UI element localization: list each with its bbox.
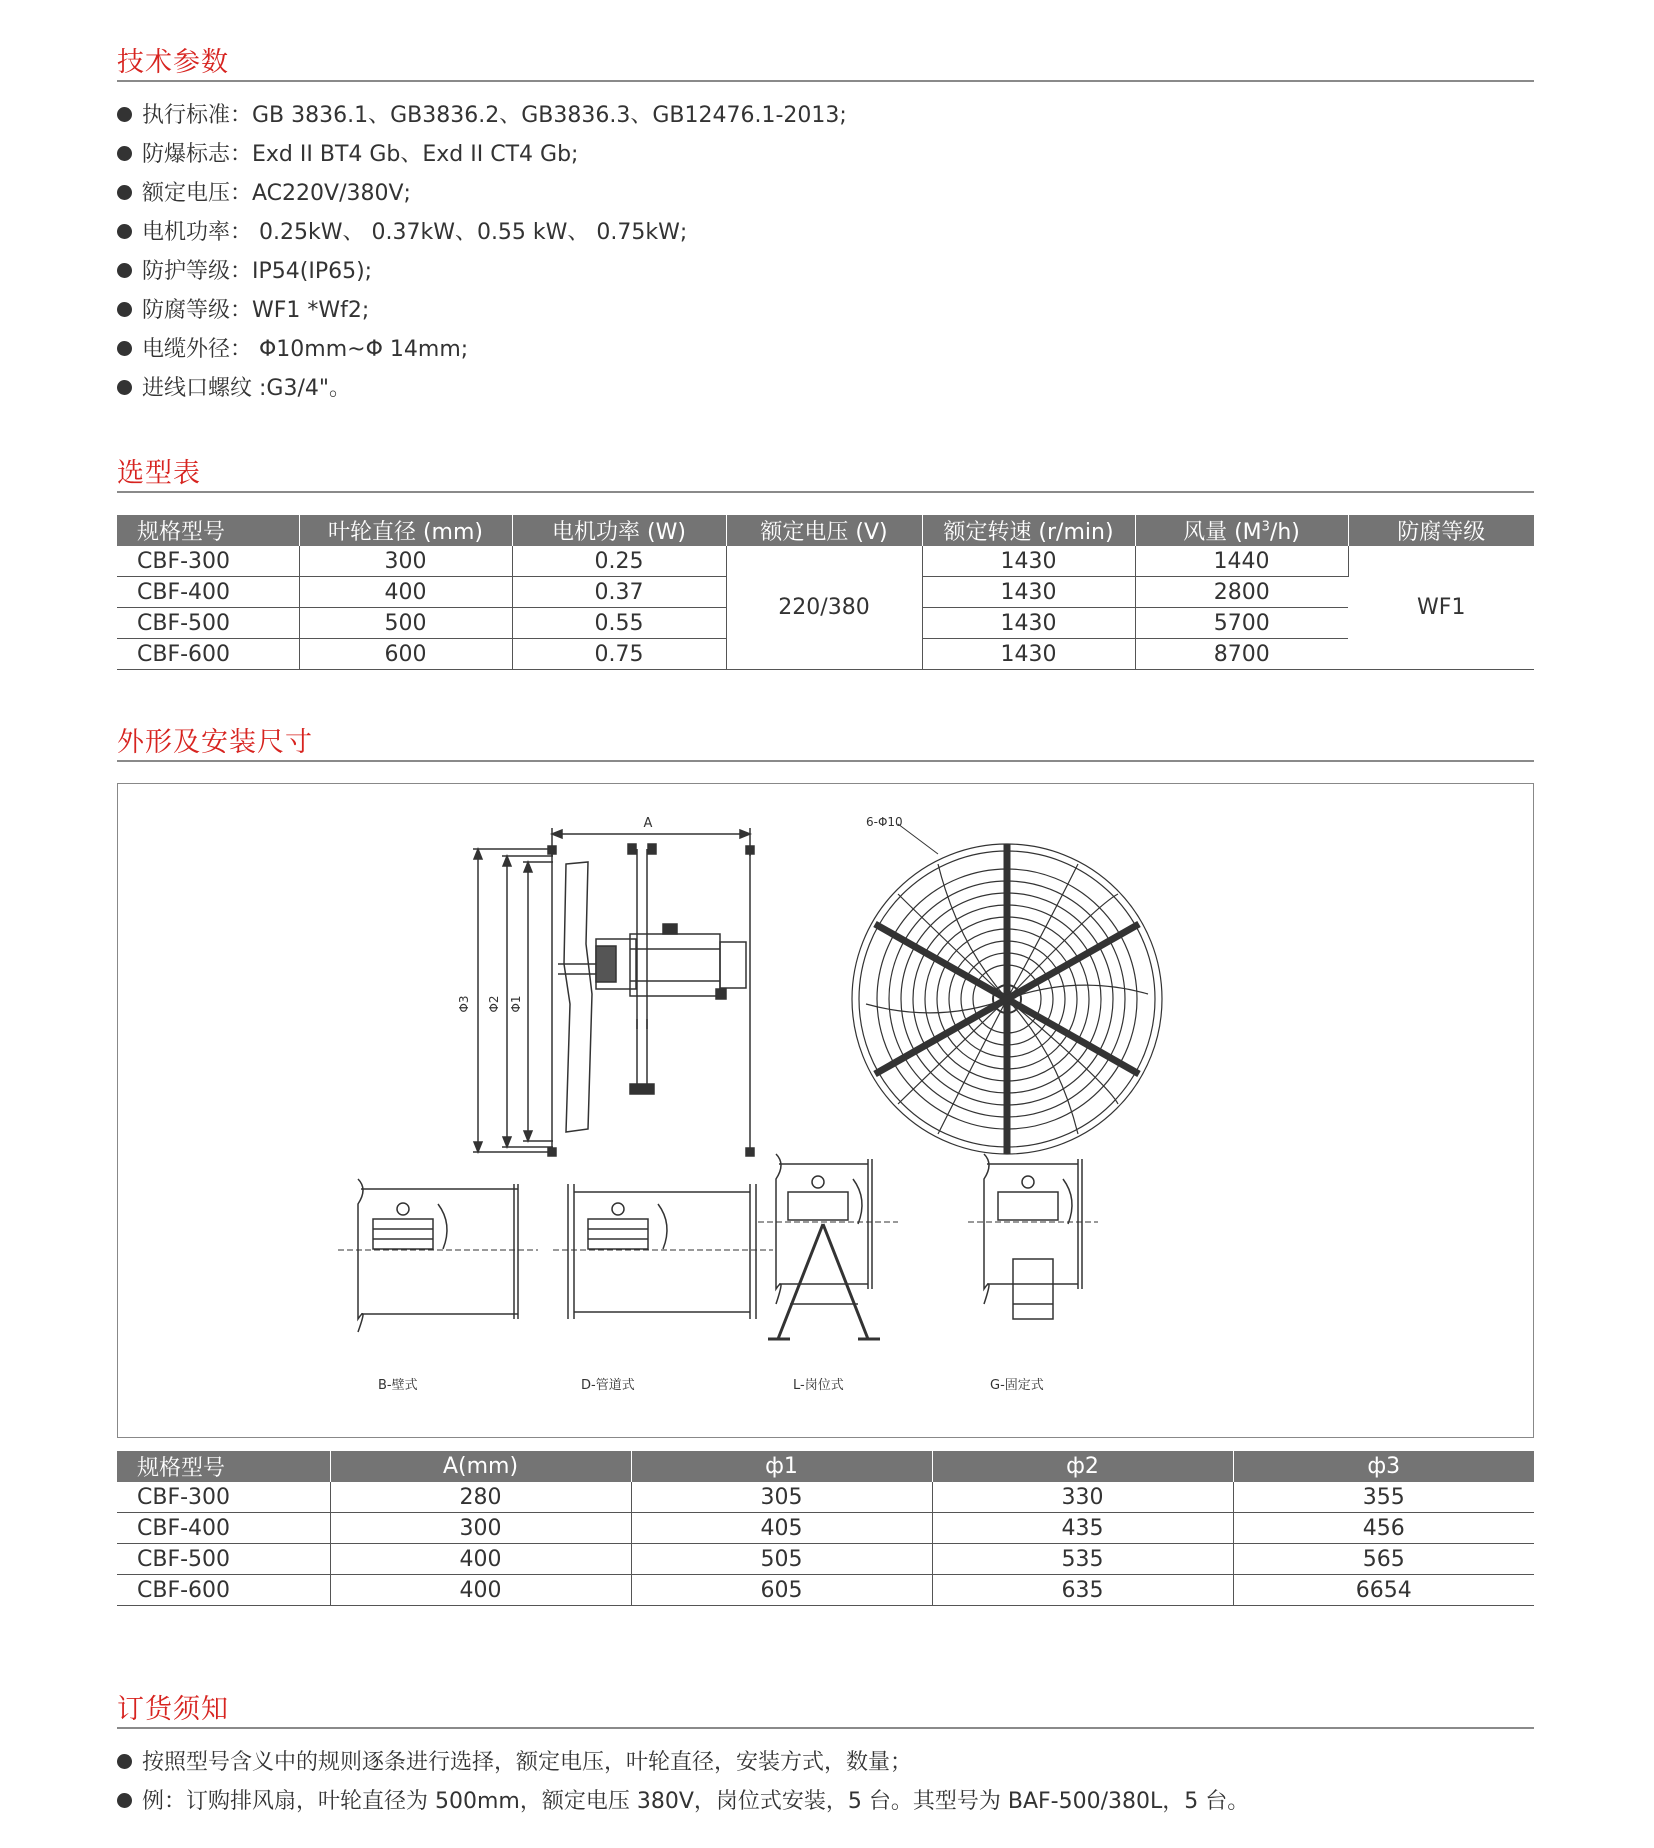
- table-row: CBF-500 400 505 535 565: [117, 1544, 1534, 1575]
- bullet-icon: [117, 302, 132, 317]
- technical-drawing: [118, 784, 1533, 1437]
- variant-label-g: G-固定式: [990, 1378, 1044, 1393]
- col-header-voltage: 额定电压 (V): [726, 515, 922, 546]
- tech-section-title: 技术参数: [117, 47, 229, 78]
- post-mount-variant: [758, 1154, 898, 1339]
- bullet-icon: [117, 263, 132, 278]
- dims-section-divider: [117, 760, 1534, 762]
- table-row: CBF-400 400 0.37 1430 2800: [117, 577, 1534, 608]
- dimension-table: [117, 1451, 1534, 1606]
- tech-spec-list: [117, 96, 847, 408]
- table-row: CBF-600 600 0.75 1430 8700: [117, 639, 1534, 670]
- fan-guard-spokes: [875, 844, 1139, 1154]
- list-item: 额定电压：AC220V/380V;: [117, 174, 847, 213]
- selection-table: [117, 515, 1534, 670]
- dimension-label-phi2: Φ2: [487, 995, 501, 1013]
- variant-label-d: D-管道式: [581, 1378, 635, 1393]
- variant-label-b: B-壁式: [378, 1378, 418, 1393]
- fan-side-view: [473, 828, 754, 1156]
- merged-grade-cell: WF1: [1348, 546, 1534, 670]
- bullet-icon: [117, 1754, 132, 1769]
- drawing-frame: [117, 783, 1534, 1438]
- dimension-label-phi1: Φ1: [509, 995, 523, 1013]
- list-item: 防腐等级：WF1 *Wf2;: [117, 291, 847, 330]
- bullet-icon: [117, 185, 132, 200]
- list-item: 防爆标志：Exd II BT4 Gb、Exd II CT4 Gb;: [117, 135, 847, 174]
- selection-section-title: 选型表: [117, 458, 201, 489]
- order-section-title: 订货须知: [117, 1694, 229, 1725]
- bullet-icon: [117, 341, 132, 356]
- merged-voltage-cell: 220/380: [726, 546, 922, 670]
- list-item: 例：订购排风扇，叶轮直径为 500mm，额定电压 380V，岗位式安装，5 台。其型号为 BAF-500/380L，5 台。: [117, 1782, 1249, 1821]
- tech-section-divider: [117, 80, 1534, 82]
- mounting-holes-label: 6-Φ10: [866, 815, 903, 829]
- list-item: 电缆外径： Φ10mm~Φ 14mm;: [117, 330, 847, 369]
- col-header-speed: 额定转速 (r/min): [922, 515, 1135, 546]
- col-header-diameter: 叶轮直径 (mm): [299, 515, 512, 546]
- dimension-label-a: A: [643, 816, 653, 831]
- dims-section-title: 外形及安装尺寸: [117, 727, 313, 758]
- table-row: CBF-400 300 405 435 456: [117, 1513, 1534, 1544]
- table-header-row: [117, 515, 1534, 546]
- list-item: 进线口螺纹 :G3/4"。: [117, 369, 847, 408]
- col-header-flow: 风量 $(M^3/h)$: [1135, 515, 1348, 546]
- variant-label-l: L-岗位式: [793, 1378, 844, 1393]
- col-header-model: 规格型号: [117, 515, 299, 546]
- bullet-icon: [117, 146, 132, 161]
- bullet-icon: [117, 107, 132, 122]
- duct-mount-variant: [553, 1184, 773, 1319]
- table-header-row: 规格型号 A(mm) ф1 ф2 ф3: [117, 1451, 1534, 1482]
- table-row: CBF-300 280 305 330 355: [117, 1482, 1534, 1513]
- wall-mount-variant: [338, 1179, 538, 1332]
- bullet-icon: [117, 224, 132, 239]
- bullet-icon: [117, 1793, 132, 1808]
- order-section-divider: [117, 1727, 1534, 1729]
- col-header-grade: 防腐等级: [1348, 515, 1534, 546]
- selection-section-divider: [117, 491, 1534, 493]
- table-row: CBF-300 300 0.25 220/380 1430 1440 WF1: [117, 546, 1534, 577]
- col-header-power: 电机功率 (W): [512, 515, 726, 546]
- table-row: CBF-500 500 0.55 1430 5700: [117, 608, 1534, 639]
- table-row: CBF-600 400 605 635 6654: [117, 1575, 1534, 1606]
- list-item: 电机功率： 0.25kW、 0.37kW、0.55 kW、 0.75kW;: [117, 213, 847, 252]
- dimension-label-phi3: Φ3: [457, 995, 471, 1013]
- list-item: 执行标准：GB 3836.1、GB3836.2、GB3836.3、GB12476.1-2013;: [117, 96, 847, 135]
- order-notes-list: [117, 1743, 1249, 1821]
- fixed-mount-variant: [968, 1154, 1098, 1319]
- list-item: 按照型号含义中的规则逐条进行选择，额定电压，叶轮直径，安装方式，数量；: [117, 1743, 1249, 1782]
- bullet-icon: [117, 380, 132, 395]
- list-item: 防护等级：IP54(IP65);: [117, 252, 847, 291]
